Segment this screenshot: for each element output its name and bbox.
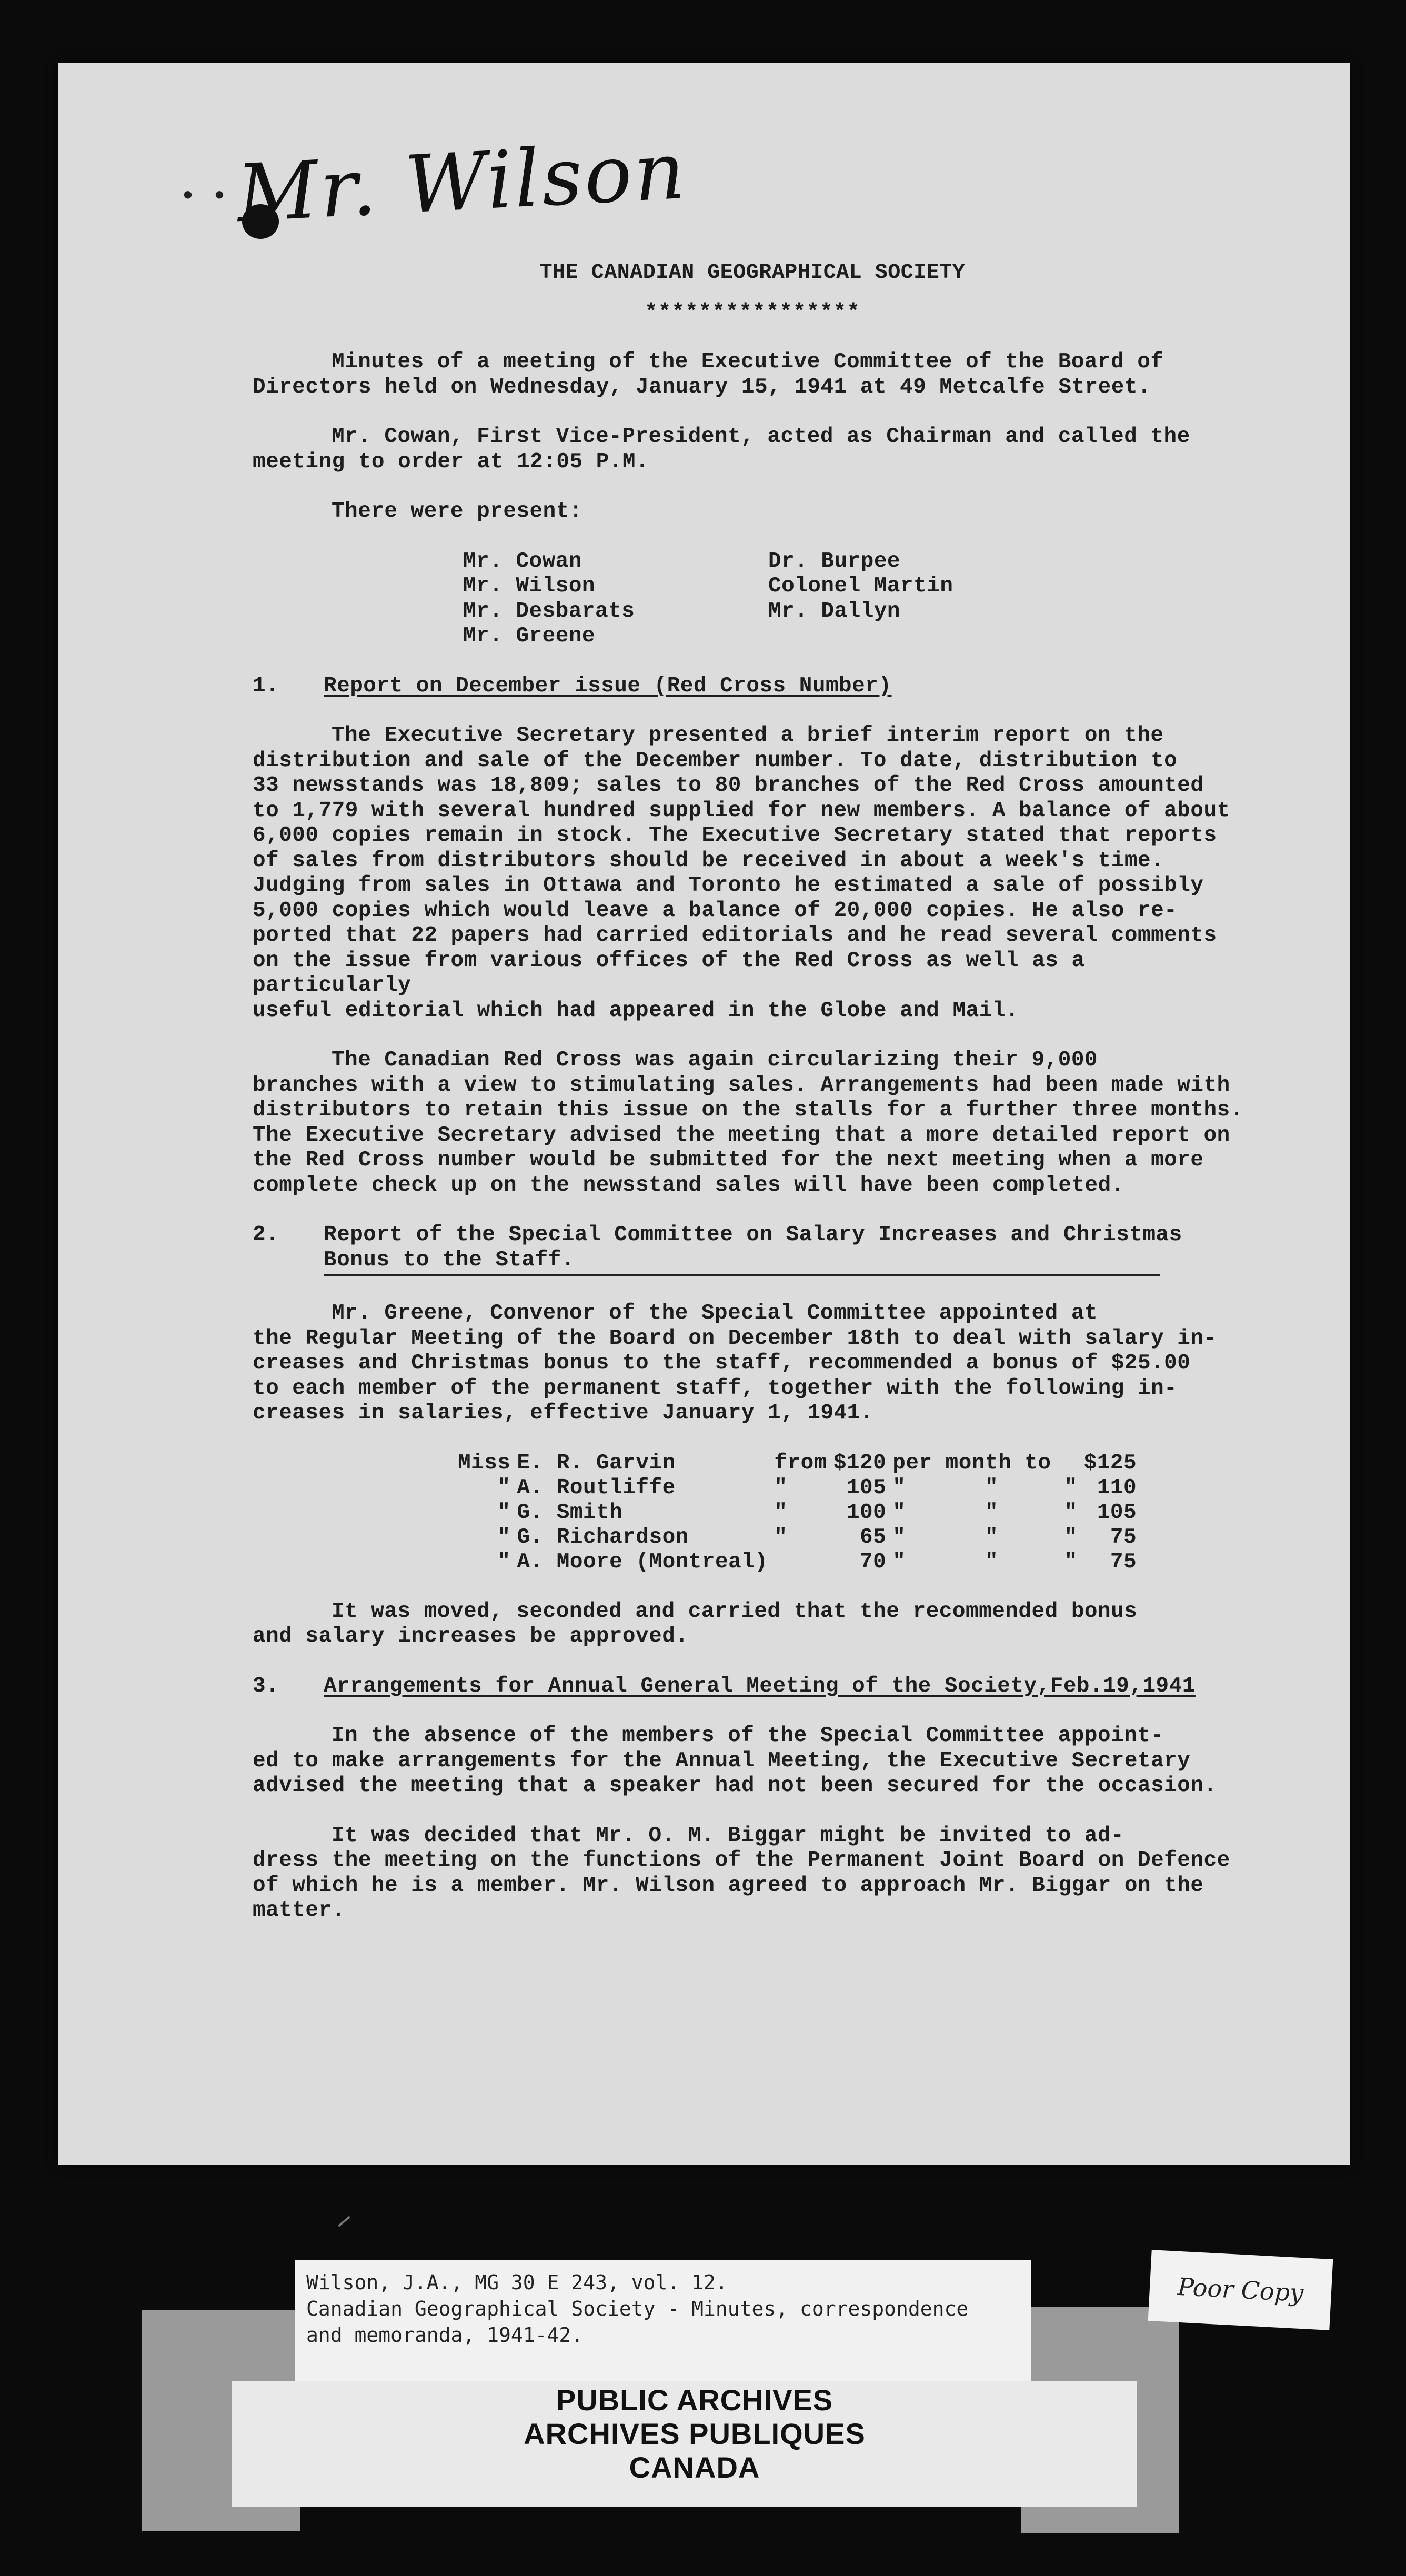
- attendee: Mr. Wilson: [463, 574, 596, 598]
- attendee: Dr. Burpee: [768, 549, 901, 573]
- attendee: Mr. Dallyn: [768, 599, 901, 623]
- section-3-heading: [253, 1674, 1252, 1699]
- text-line: matter.: [253, 1898, 345, 1923]
- text-line: ed to make arrangements for the Annual Meeting, the Executive Secretary: [253, 1748, 1191, 1773]
- intro-line-2: Directors held on Wednesday, January 15, 1941 at 49 Metcalfe Street.: [253, 375, 1151, 399]
- table-row: [458, 1476, 1143, 1501]
- text-line: on the issue from various offices of the Red Cross as well as a particularly: [253, 948, 1085, 998]
- section-1-heading: [253, 674, 1252, 699]
- attendee: Mr. Greene: [463, 624, 596, 648]
- minutes-body: [253, 247, 1252, 1924]
- text-line: the Regular Meeting of the Board on December 18th to deal with salary in-: [253, 1326, 1217, 1351]
- section-2-para-1: [253, 1301, 1252, 1426]
- section-title: Report on December issue (Red Cross Number): [324, 673, 892, 698]
- section-2-heading: [253, 1223, 1252, 1248]
- section-1-para-1: [253, 723, 1252, 1023]
- intro-line-1: Minutes of a meeting of the Executive Committee of the Board of: [332, 350, 1164, 374]
- text-line: It was decided that Mr. O. M. Biggar might be invited to ad-: [332, 1823, 1124, 1848]
- salary-new: $125: [1083, 1451, 1137, 1475]
- salary-prefix: ": [497, 1549, 511, 1574]
- label-line: and memoranda, 1941-42.: [306, 2323, 584, 2347]
- salary-per: " " ": [892, 1500, 1078, 1525]
- text-line: of sales from distributors should be received in about a week's time.: [253, 848, 1164, 873]
- salary-old: 105: [846, 1475, 887, 1500]
- section-number: 1.: [253, 673, 279, 698]
- handwritten-note: Mr. Wilson: [235, 125, 689, 240]
- stamp-line: PUBLIC ARCHIVES: [556, 2383, 833, 2417]
- salary-per: " " ": [892, 1475, 1078, 1500]
- attendee: Mr. Cowan: [463, 549, 582, 573]
- chair-line-2: meeting to order at 12:05 P.M.: [253, 449, 649, 474]
- text-line: It was moved, seconded and carried that the recommended bonus: [332, 1599, 1138, 1624]
- text-line: 33 newsstands was 18,809; sales to 80 branches of the Red Cross amounted: [253, 773, 1204, 798]
- archives-stamp: [274, 2383, 1116, 2484]
- text-line: The Canadian Red Cross was again circularizing their 9,000: [332, 1048, 1098, 1072]
- text-line: and salary increases be approved.: [253, 1624, 689, 1648]
- salary-per: " " ": [892, 1525, 1078, 1549]
- text-line: to 1,779 with several hundred supplied for new members. A balance of about: [253, 798, 1230, 823]
- text-line: Mr. Greene, Convenor of the Special Committee appointed at: [332, 1301, 1098, 1325]
- text-line: distribution and sale of the December number. To date, distribution to: [253, 748, 1178, 773]
- salary-per: " " ": [892, 1549, 1078, 1574]
- salary-prefix: ": [497, 1475, 511, 1500]
- section-3-para-2: [253, 1824, 1252, 1924]
- salary-from: from: [774, 1451, 827, 1475]
- text-line: The Executive Secretary presented a brief interim report on the: [332, 723, 1164, 748]
- salary-per: per month to: [892, 1451, 1051, 1475]
- attendees-list: [463, 549, 1252, 649]
- salary-prefix: ": [497, 1525, 511, 1549]
- text-line: In the absence of the members of the Special Committee appoint-: [332, 1724, 1164, 1748]
- text-line: creases in salaries, effective January 1, 1941.: [253, 1401, 873, 1425]
- salary-table: [458, 1451, 1143, 1575]
- salary-from: ": [774, 1500, 788, 1525]
- attendee: Mr. Desbarats: [463, 599, 635, 623]
- section-title: Report of the Special Committee on Salary Increases and Christmas: [324, 1223, 1182, 1247]
- section-title-cont: Bonus to the Staff.: [324, 1247, 575, 1272]
- section-number: 2.: [253, 1223, 279, 1247]
- text-line: ported that 22 papers had carried editorials and he read several comments: [253, 923, 1217, 948]
- archive-label: [295, 2260, 1031, 2381]
- salary-from: [774, 1550, 833, 1575]
- text-line: complete check up on the newsstand sales will have been completed.: [253, 1173, 1124, 1198]
- salary-prefix: Miss: [458, 1451, 511, 1475]
- salary-name: E. R. Garvin: [517, 1451, 676, 1475]
- section-2-heading-cont: [253, 1248, 1252, 1273]
- salary-old: $120: [833, 1451, 887, 1475]
- stamp-line: CANADA: [629, 2451, 760, 2484]
- text-line: useful editorial which had appeared in the Globe and Mail.: [253, 998, 1019, 1023]
- table-row: [458, 1550, 1143, 1575]
- table-row: [458, 1501, 1143, 1525]
- salary-from: ": [774, 1475, 788, 1500]
- title-stars: ****************: [645, 300, 860, 325]
- table-row: [458, 1525, 1143, 1550]
- salary-old: 65: [860, 1525, 887, 1549]
- salary-name: G. Richardson: [517, 1525, 689, 1549]
- salary-new: 105: [1097, 1500, 1137, 1525]
- text-line: to each member of the permanent staff, together with the following in-: [253, 1376, 1178, 1401]
- salary-name: G. Smith: [517, 1500, 623, 1525]
- label-line: Wilson, J.A., MG 30 E 243, vol. 12.: [306, 2271, 728, 2294]
- table-row: [458, 1451, 1143, 1476]
- section-number: 3.: [253, 1674, 279, 1698]
- present-intro: There were present:: [332, 499, 583, 524]
- text-line: 6,000 copies remain in stock. The Executive Secretary stated that reports: [253, 823, 1217, 848]
- text-line: of which he is a member. Mr. Wilson agreed to approach Mr. Biggar on the: [253, 1873, 1204, 1898]
- text-line: 5,000 copies which would leave a balance of 20,000 copies. He also re-: [253, 898, 1178, 923]
- salary-new: 75: [1110, 1549, 1137, 1574]
- text-line: distributors to retain this issue on the stalls for a further three months.: [253, 1098, 1243, 1122]
- salary-new: 75: [1110, 1525, 1137, 1549]
- salary-new: 110: [1097, 1475, 1137, 1500]
- section-1-para-2: [253, 1048, 1252, 1198]
- text-line: advised the meeting that a speaker had not been secured for the occasion.: [253, 1774, 1217, 1798]
- ink-marks: • •: [180, 182, 228, 212]
- org-title: THE CANADIAN GEOGRAPHICAL SOCIETY: [539, 261, 966, 285]
- section-2-para-2: [253, 1599, 1252, 1649]
- salary-old: 100: [846, 1500, 887, 1525]
- salary-old: 70: [860, 1549, 887, 1574]
- salary-from: ": [774, 1525, 788, 1549]
- text-line: the Red Cross number would be submitted for the next meeting when a more: [253, 1148, 1204, 1172]
- salary-prefix: ": [497, 1500, 511, 1525]
- label-line: Canadian Geographical Society - Minutes, correspondence: [306, 2297, 969, 2320]
- stamp-line: ARCHIVES PUBLIQUES: [524, 2417, 866, 2450]
- poor-copy-note: Poor Copy: [1148, 2250, 1333, 2330]
- text-line: Judging from sales in Ottawa and Toronto he estimated a sale of possibly: [253, 873, 1204, 898]
- salary-name: A. Routliffe: [517, 1475, 676, 1500]
- section-3-para-1: [253, 1724, 1252, 1799]
- text-line: The Executive Secretary advised the meeting that a more detailed report on: [253, 1123, 1230, 1148]
- film-mark: [338, 2216, 350, 2227]
- salary-name: A. Moore (Montreal): [517, 1549, 768, 1574]
- text-line: branches with a view to stimulating sales. Arrangements had been made with: [253, 1073, 1230, 1098]
- text-line: creases and Christmas bonus to the staff, recommended a bonus of $25.00: [253, 1351, 1191, 1375]
- attendee: Colonel Martin: [768, 574, 953, 598]
- text-line: dress the meeting on the functions of the Permanent Joint Board on Defence: [253, 1848, 1230, 1873]
- chair-line-1: Mr. Cowan, First Vice-President, acted as Chairman and called the: [332, 425, 1190, 449]
- section-title: Arrangements for Annual General Meeting of the Society,Feb.19,1941: [324, 1674, 1196, 1698]
